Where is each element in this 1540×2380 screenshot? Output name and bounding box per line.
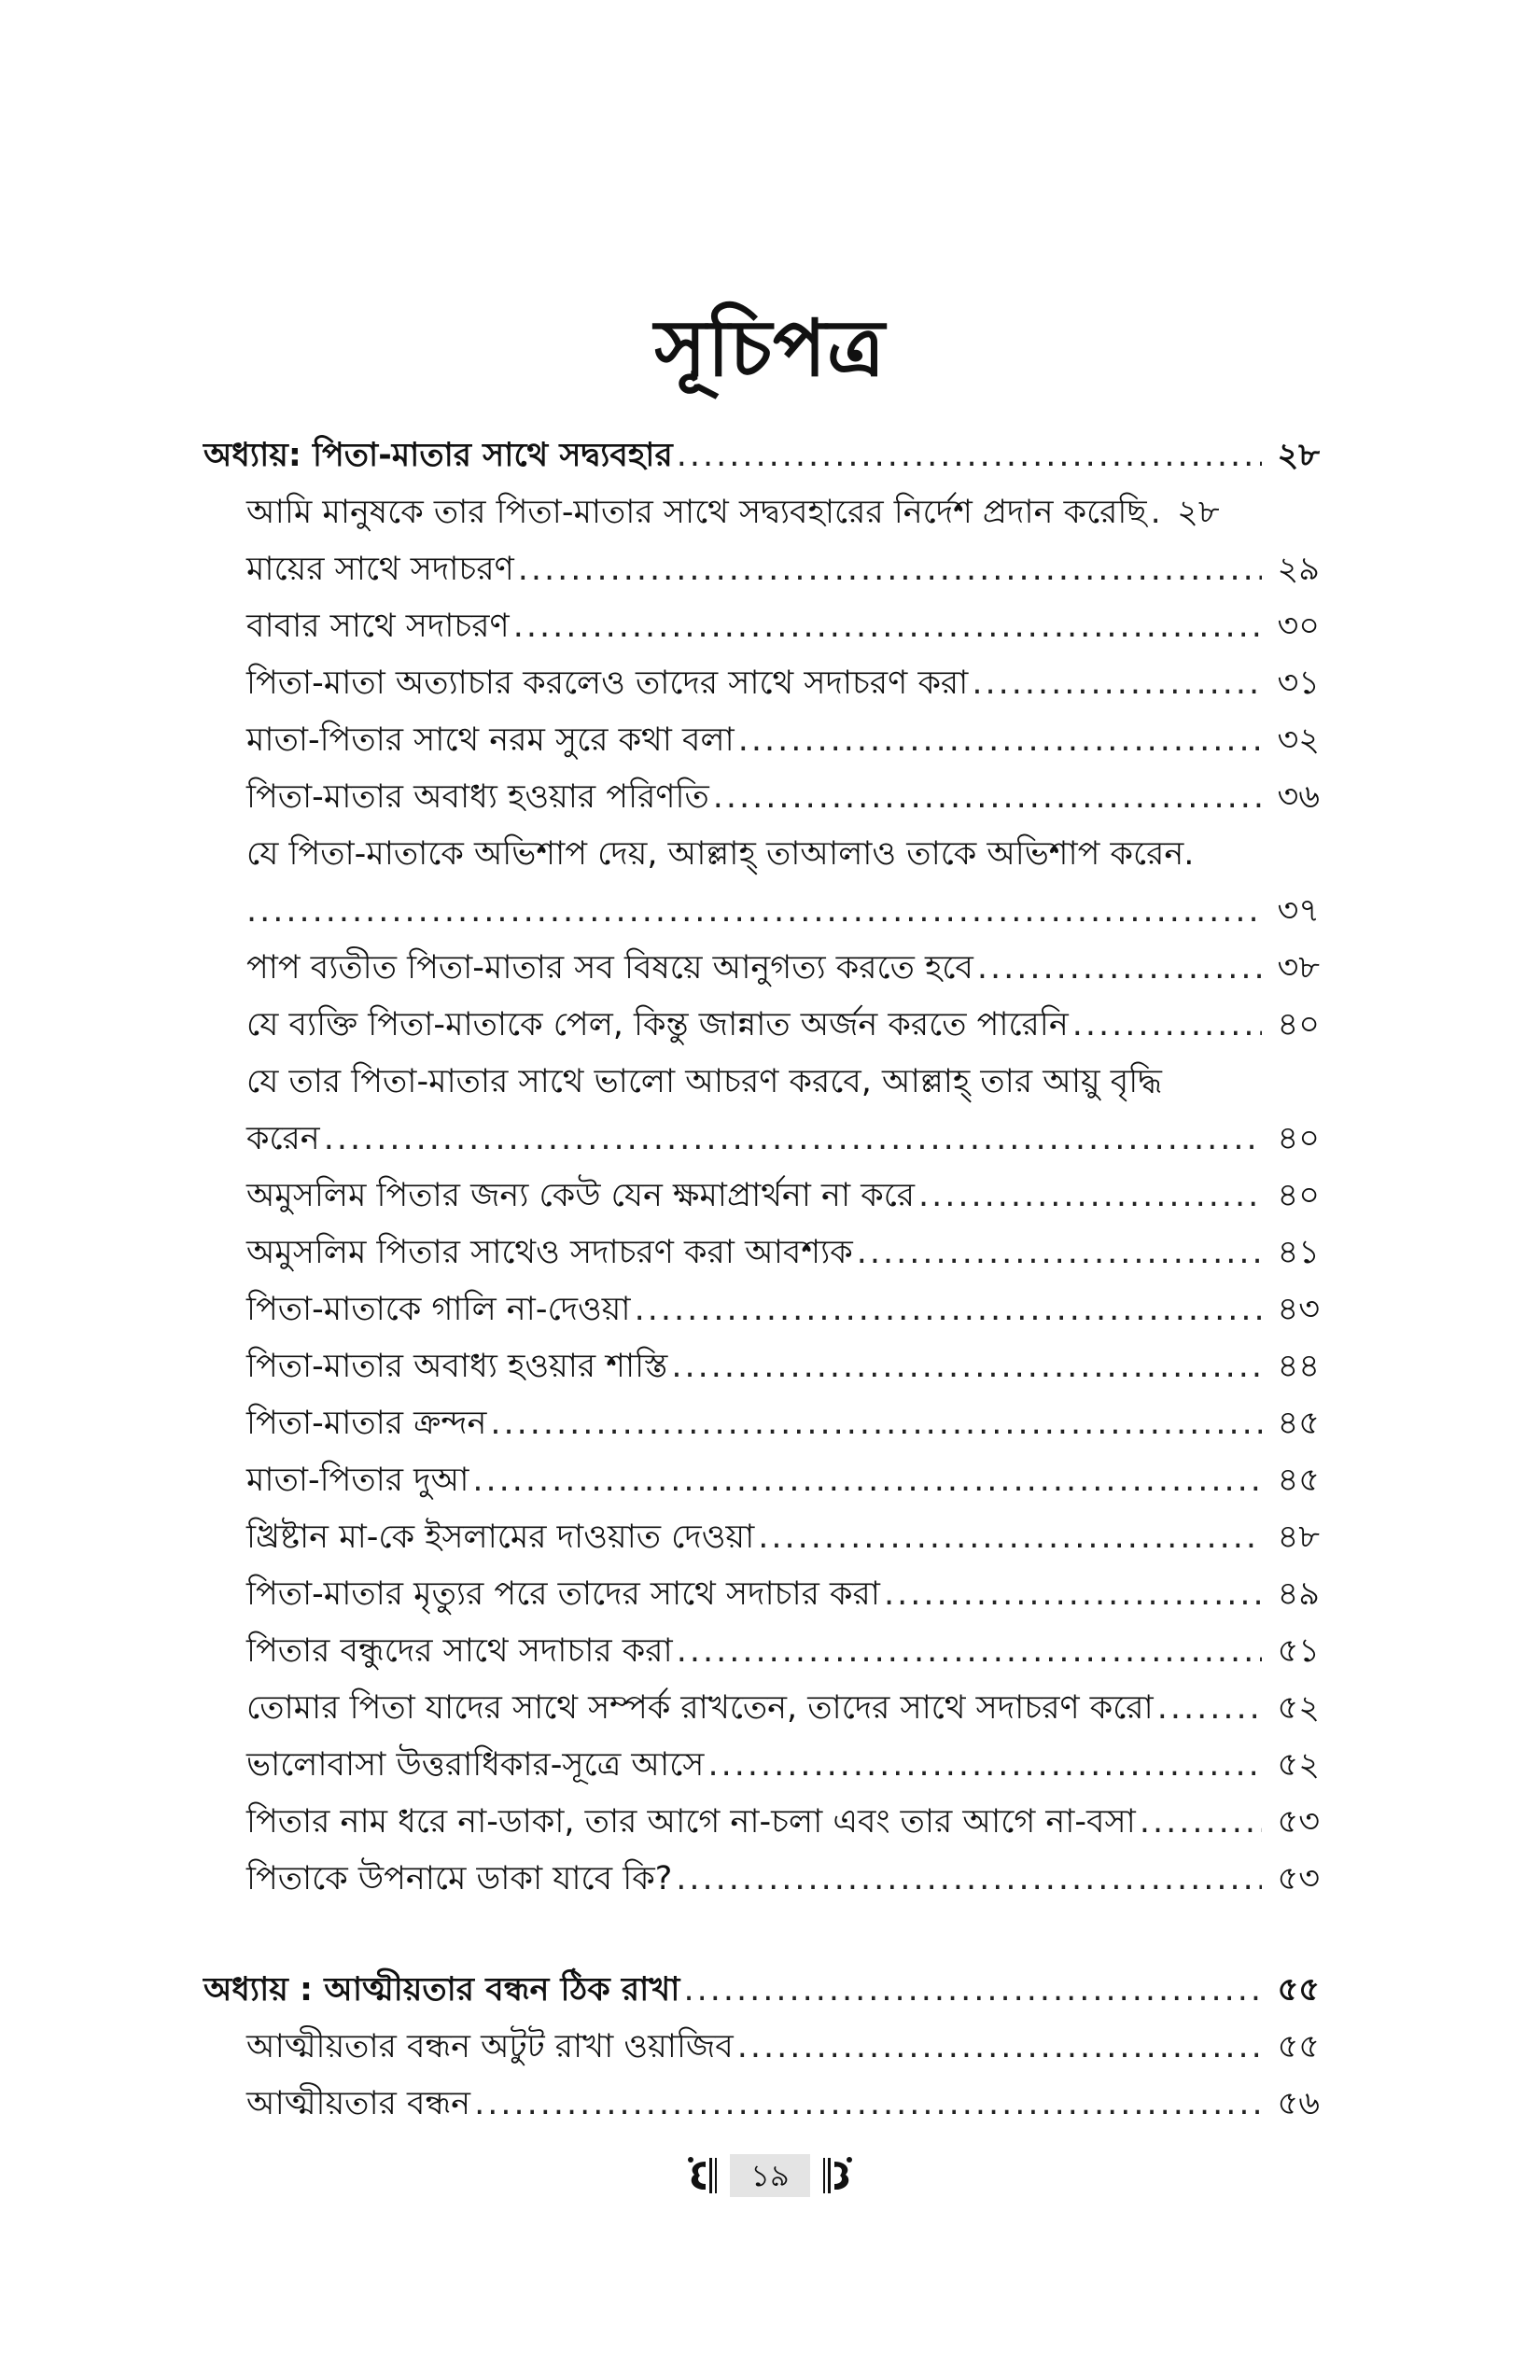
page-number: ৫৩ — [1277, 1860, 1320, 1897]
toc-entry[interactable] — [203, 2019, 1320, 2076]
dot-leader — [324, 1111, 1262, 1168]
dot-leader — [738, 712, 1262, 769]
page-number: ৩৮ — [1277, 949, 1320, 987]
dot-leader — [1072, 997, 1262, 1054]
page-number: ৪৩ — [1277, 1291, 1320, 1328]
page-number: ৪০ — [1277, 1006, 1320, 1043]
entry-title: পাপ ব্যতীত পিতা-মাতার সব বিষয়ে আনুগত্য করতে হবে — [246, 949, 973, 987]
entry-title: আত্মীয়তার বন্ধন — [246, 2085, 471, 2122]
page-number: ৫১ — [1277, 1632, 1320, 1670]
page-footer — [0, 2154, 1540, 2197]
dot-leader — [472, 1452, 1262, 1509]
page-number-footer: ১৯ — [730, 2154, 810, 2197]
toc-entry[interactable] — [203, 712, 1320, 769]
entry-title: আত্মীয়তার বন্ধন অটুট রাখা ওয়াজিব — [246, 2028, 734, 2065]
dot-leader — [677, 1623, 1262, 1680]
entry-title: পিতা-মাতার অবাধ্য হওয়ার পরিণতি — [246, 778, 709, 816]
dot-leader — [513, 598, 1262, 655]
ornament-left-icon — [681, 2154, 719, 2197]
toc-entry[interactable] — [203, 1680, 1320, 1737]
dot-leader — [635, 1281, 1262, 1338]
entry-title: অমুসলিম পিতার জন্য কেউ যেন ক্ষমাপ্রার্থনা না করে — [246, 1177, 916, 1214]
page-number: ২৮ — [1277, 437, 1320, 474]
toc-entry[interactable] — [203, 997, 1320, 1054]
page-number: ৩৭ — [1277, 892, 1320, 930]
toc-entry[interactable] — [203, 484, 1320, 541]
toc-entry[interactable] — [203, 1851, 1320, 1908]
dot-leader — [737, 2019, 1262, 2076]
toc-entry-line-2[interactable] — [203, 883, 1320, 940]
dot-leader — [857, 1225, 1262, 1281]
toc-entry-line-1[interactable] — [203, 1054, 1320, 1111]
page-number: ৫২ — [1277, 1746, 1320, 1784]
dot-leader — [246, 883, 1262, 940]
toc-entry[interactable] — [203, 769, 1320, 826]
page-number: ২৯ — [1277, 551, 1320, 588]
entry-title: পিতাকে উপনামে ডাকা যাবে কি? — [246, 1860, 673, 1897]
page-number: ৩৬ — [1277, 778, 1320, 816]
chapter-entry[interactable] — [203, 1962, 1320, 2019]
toc-entry[interactable] — [203, 1225, 1320, 1281]
ornament-right-icon — [821, 2154, 859, 2197]
toc-entry-line-1[interactable] — [203, 826, 1320, 883]
entry-title: অমুসলিম পিতার সাথেও সদাচরণ করা আবশ্যক — [246, 1234, 853, 1271]
dot-leader — [1151, 484, 1162, 541]
page-number: ৫৫ — [1277, 2028, 1320, 2065]
entry-title: যে পিতা-মাতাকে অভিশাপ দেয়, আল্লাহ্ তাআলাও তাকে অভিশাপ করেন. — [246, 835, 1195, 873]
toc-entry[interactable] — [203, 541, 1320, 598]
page-number: ৩০ — [1277, 608, 1320, 645]
dot-leader — [676, 1851, 1262, 1908]
dot-leader — [474, 2076, 1262, 2133]
page-title: সূচিপত্র — [654, 302, 886, 394]
dot-leader — [972, 655, 1262, 712]
dot-leader — [713, 769, 1262, 826]
entry-title: মাতা-পিতার দুআ — [246, 1462, 469, 1499]
page-number: ৪৪ — [1277, 1348, 1320, 1385]
toc-entry[interactable] — [203, 1794, 1320, 1851]
toc-entry[interactable] — [203, 940, 1320, 997]
chapter-title: অধ্যায়: পিতা-মাতার সাথে সদ্ব্যবহার — [203, 437, 673, 474]
toc-entry[interactable] — [203, 1168, 1320, 1225]
entry-title: পিতা-মাতাকে গালি না-দেওয়া — [246, 1291, 631, 1328]
page-number: ৫৩ — [1277, 1803, 1320, 1841]
entry-title: খ্রিষ্টান মা-কে ইসলামের দাওয়াত দেওয়া — [246, 1519, 755, 1556]
toc-entry[interactable] — [203, 1395, 1320, 1452]
toc-entry[interactable] — [203, 1452, 1320, 1509]
dot-leader — [758, 1509, 1262, 1566]
entry-title: মায়ের সাথে সদাচরণ — [246, 551, 514, 588]
toc-entry[interactable] — [203, 1509, 1320, 1566]
entry-title: পিতা-মাতার মৃত্যুর পরে তাদের সাথে সদাচার করা — [246, 1575, 880, 1613]
page-number: ৪৫ — [1277, 1462, 1320, 1499]
toc-entry[interactable] — [203, 598, 1320, 655]
dot-leader — [884, 1566, 1262, 1623]
page-number: ৪০ — [1277, 1177, 1320, 1214]
section-gap — [203, 1908, 1320, 1962]
toc-entry[interactable] — [203, 2076, 1320, 2133]
toc-entry[interactable] — [203, 1566, 1320, 1623]
dot-leader — [671, 1338, 1262, 1395]
toc-entry[interactable] — [203, 1281, 1320, 1338]
page-number: ৪১ — [1277, 1234, 1320, 1271]
dot-leader — [1140, 1794, 1262, 1851]
dot-leader — [683, 1962, 1262, 2019]
dot-leader — [1157, 1680, 1262, 1737]
toc-entry-line-2[interactable] — [203, 1111, 1320, 1168]
page-number: ৪০ — [1277, 1120, 1320, 1157]
dot-leader — [918, 1168, 1262, 1225]
toc-entry[interactable] — [203, 1623, 1320, 1680]
page-number: ৩২ — [1277, 721, 1320, 759]
page-number: ৫২ — [1277, 1689, 1320, 1727]
page-number: ৫৫ — [1277, 1971, 1320, 2009]
page-number: ৪৯ — [1277, 1575, 1320, 1613]
chapter-title: অধ্যায় : আত্মীয়তার বন্ধন ঠিক রাখা — [203, 1971, 680, 2009]
dot-leader — [677, 427, 1262, 484]
toc-entry[interactable] — [203, 655, 1320, 712]
toc-entry[interactable] — [203, 1737, 1320, 1794]
page-number: ৪৮ — [1277, 1519, 1320, 1556]
entry-title: পিতা-মাতা অত্যাচার করলেও তাদের সাথে সদাচরণ করা — [246, 665, 969, 702]
entry-title: তোমার পিতা যাদের সাথে সম্পর্ক রাখতেন, তাদের সাথে সদাচরণ করো — [246, 1689, 1154, 1727]
entry-title: আমি মানুষকে তার পিতা-মাতার সাথে সদ্ব্যবহারের নির্দেশ প্রদান করেছি — [246, 494, 1147, 531]
entry-title: মাতা-পিতার সাথে নরম সুরে কথা বলা — [246, 721, 735, 759]
entry-title: পিতার বন্ধুদের সাথে সদাচার করা — [246, 1632, 673, 1670]
entry-title: ভালোবাসা উত্তরাধিকার-সূত্রে আসে — [246, 1746, 705, 1784]
entry-title: যে ব্যক্তি পিতা-মাতাকে পেল, কিন্তু জান্নাত অর্জন করতে পারেনি — [246, 1006, 1069, 1043]
entry-title: যে তার পিতা-মাতার সাথে ভালো আচরণ করবে, আল্লাহ্ তার আয়ু বৃদ্ধি — [246, 1063, 1162, 1100]
page-number: ৫৬ — [1277, 2085, 1320, 2122]
dot-leader — [518, 541, 1262, 598]
chapter-entry[interactable] — [203, 427, 1320, 484]
entry-title: পিতা-মাতার ক্রন্দন — [246, 1405, 487, 1442]
entry-title: পিতা-মাতার অবাধ্য হওয়ার শাস্তি — [246, 1348, 668, 1385]
dot-leader — [490, 1395, 1262, 1452]
dot-leader — [707, 1737, 1262, 1794]
dot-leader — [977, 940, 1262, 997]
page-number: ৪৫ — [1277, 1405, 1320, 1442]
page-number: ৩১ — [1277, 665, 1320, 702]
page-number: ২৮ — [1177, 494, 1220, 531]
toc-entry[interactable] — [203, 1338, 1320, 1395]
entry-title-continued: করেন — [246, 1120, 320, 1157]
entry-title: পিতার নাম ধরে না-ডাকা, তার আগে না-চলা এবং তার আগে না-বসা — [246, 1803, 1136, 1841]
entry-title: বাবার সাথে সদাচরণ — [246, 608, 510, 645]
table-of-contents — [203, 427, 1320, 2133]
